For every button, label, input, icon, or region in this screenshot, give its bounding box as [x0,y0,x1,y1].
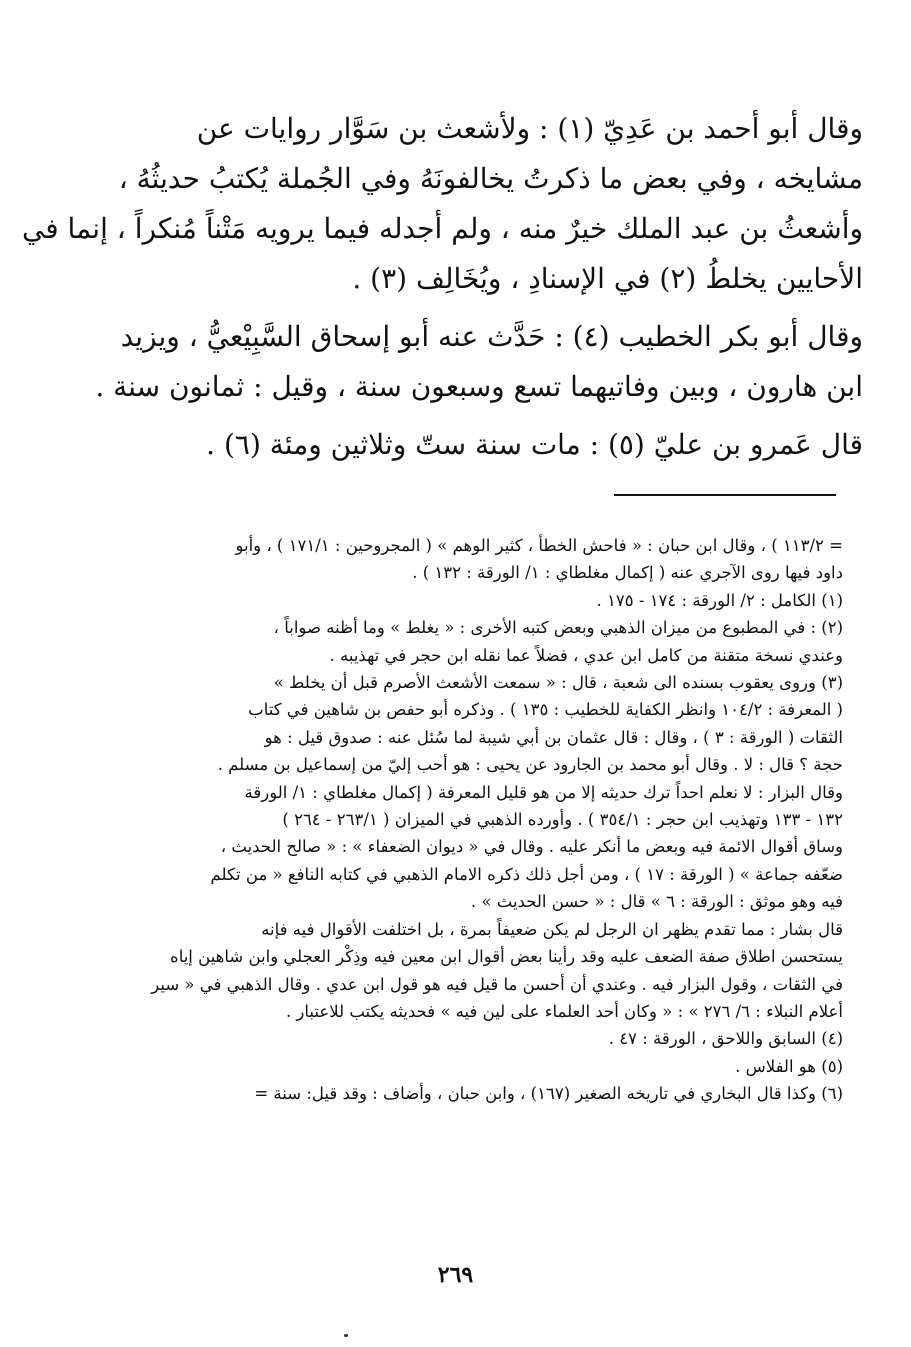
footnote-line: يستحسن اطلاق صفة الضعف عليه وقد رأينا بعض أقوال ابن معين فيه وذِكْر العجلي وابن شاهين إياه [170,947,843,967]
footnote-line: (٤) السابق واللاحق ، الورقة : ٤٧ . [608,1029,843,1049]
footnote-line: (١) الكامل : ٢/ الورقة : ١٧٤ - ١٧٥ . [596,590,843,610]
footnote-line: أعلام النبلاء : ٦/ ٢٧٦ » : « وكان أحد العلماء على لين فيه » فحديثه يكتب للاعتبار . [285,1001,843,1021]
footnote-line: (٦) وكذا قال البخاري في تاريخه الصغير (١٦٧) ، وابن حبان ، وأضاف : وقد قيل: سنة = [254,1084,843,1104]
footnote-line: (٢) : في المطبوع من ميزان الذهبي وبعض كتبه الأخرى : « يغلط » وما أظنه صواباً ، [273,618,843,638]
footnote-line: وساق أقوال الائمة فيه وبعض ما أنكر عليه . وقال في « ديوان الضعفاء » : « صالح الحديث ، [220,837,843,857]
page-number: ٢٦٩ [437,1262,474,1288]
paragraph-al-khatib [95,312,863,412]
footnotes [140,532,843,1108]
paragraph-amr-ibn-ali [140,420,863,470]
scan-speck [344,1334,348,1337]
text-line: قال عَمرو بن عليّ (٥) : مات سنة ستّ وثلاثين ومئة (٦) . [206,428,863,461]
text-line: وقال أبو أحمد بن عَدِيّ (١) : ولأشعث بن سَوَّار روايات عن [196,112,863,145]
footnote-line: الثقات ( الورقة : ٣ ) ، وقال : قال عثمان بن أبي شيبة لما سُئل عنه : صدوق قيل : هو [264,727,843,747]
text-line: وقال أبو بكر الخطيب (٤) : حَدَّث عنه أبو إسحاق السَّبِيْعيُّ ، ويزيد [120,320,863,353]
footnote-line: (٣) وروى يعقوب بسنده الى شعبة ، قال : « سمعت الأشعث الأصرم قبل أن يخلط » [273,673,843,693]
text-line: الأحايين يخلطُ (٢) في الإسنادِ ، ويُخَالِف (٣) . [352,262,863,295]
footnote-line: حجة ؟ قال : لا . وقال أبو محمد بن الجارود عن يحيى : هو أحب إليّ من إسماعيل بن مسلم . [217,755,843,775]
text-line: مشايخه ، وفي بعض ما ذكرتُ يخالفونَهُ وفي الجُملة يُكتبُ حديثُهُ ، [118,162,863,195]
footnote-separator [614,494,836,496]
paragraph-ibn-adi [21,104,863,304]
main-text [21,104,863,478]
footnote-line: فيه وهو موثق : الورقة : ٦ » قال : « حسن الحديث » . [470,892,843,912]
footnote-line: داود فيها روى الآجري عنه ( إكمال مغلطاي : ١/ الورقة : ١٣٢ ) . [412,563,843,583]
footnote-line: في الثقات ، وقول البزار فيه . وعندي أن أحسن ما قيل فيه هو قول ابن عدي . وقال الذهبي في « سير [151,974,843,994]
footnote-line: ( المعرفة : ١٠٤/٢ وانظر الكفاية للخطيب : ١٣٥ ) . وذكره أبو حفص بن شاهين في كتاب [248,700,843,720]
footnote-line: وقال البزار : لا نعلم احداً ترك حديثه إلا من هو قليل المعرفة ( إكمال مغلطاي : ١/ الورقة [244,782,843,802]
text-line: وأشعثُ بن عبد الملك خيرٌ منه ، ولم أجدله فيما يرويه مَتْناً مُنكراً ، إنما في [21,212,863,245]
footnote-line: ١٣٢ - ١٣٣ وتهذيب ابن حجر : ٣٥٤/١ ) . وأورده الذهبي في الميزان ( ٢٦٣/١ - ٢٦٤ ) [282,810,843,830]
footnote-line: ضعّفه جماعة » ( الورقة : ١٧ ) ، ومن أجل ذلك ذكره الامام الذهبي في كتابه النافع « من تكلم [210,864,843,884]
footnote-line: = ١١٣/٢ ) ، وقال ابن حبان : « فاحش الخطأ ، كثير الوهم » ( المجروحين : ١٧١/١ ) ، وأبو [235,536,843,555]
footnote-line: قال بشار : مما تقدم يظهر ان الرجل لم يكن ضعيفاً بمرة ، بل اختلفت الأقوال فيه فإنه [261,919,843,939]
footnote-line: (٥) هو الفلاس . [735,1056,843,1076]
text-line: ابن هارون ، وبين وفاتيهما تسع وسبعون سنة ، وقيل : ثمانون سنة . [95,370,863,403]
footnote-line: وعندي نسخة متقنة من كامل ابن عدي ، فضلاً عما نقله ابن حجر في تهذيبه . [329,645,843,665]
